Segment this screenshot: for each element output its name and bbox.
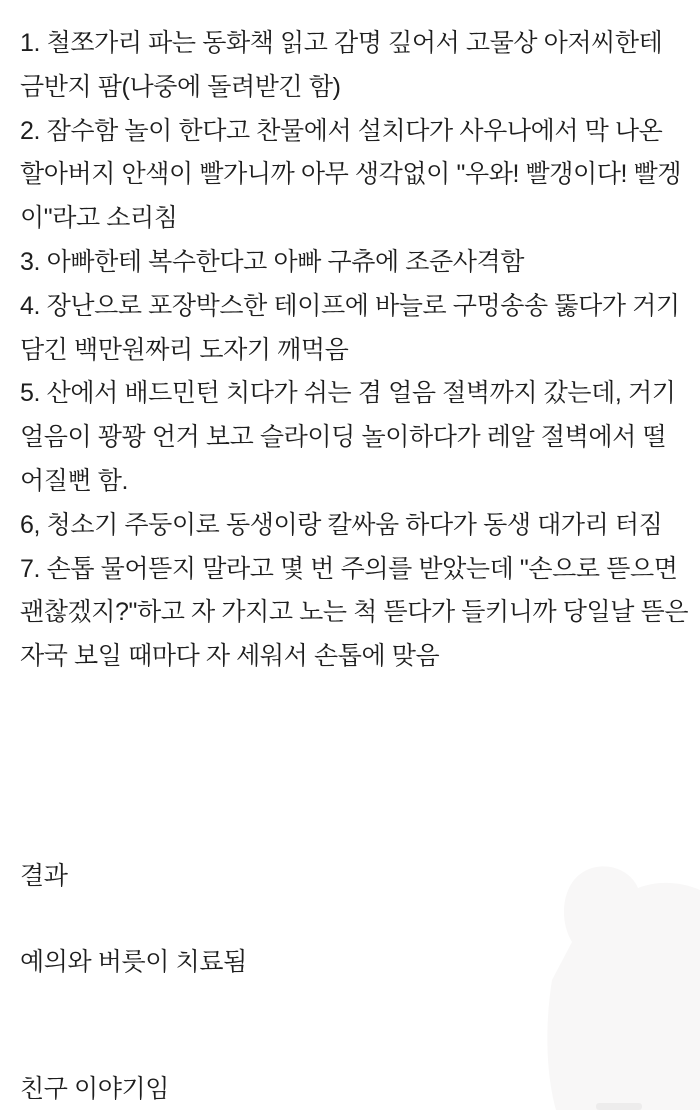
story-line-4: 할아버지 안색이 빨가니까 아무 생각없이 "우와! 빨갱이다! 빨겡 bbox=[20, 160, 682, 189]
story-line-5: 이"라고 소리침 bbox=[20, 204, 178, 233]
story-line-14: 괜찮겠지?"하고 자 가지고 노는 척 뜯다가 들키니까 당일날 뜯은 bbox=[20, 598, 689, 627]
result-label: 결과 bbox=[20, 862, 68, 890]
result-text: 예의와 버릇이 치료됨 bbox=[20, 948, 247, 976]
story-line-2: 금반지 팜(나중에 돌려받긴 함) bbox=[20, 72, 341, 101]
story-line-9: 5. 산에서 배드민턴 치다가 쉬는 겸 얼음 절벽까지 갔는데, 거기 bbox=[20, 379, 676, 408]
story-line-7: 4. 장난으로 포장박스한 테이프에 바늘로 구멍송송 뚫다가 거기 bbox=[20, 291, 680, 320]
story-text-block bbox=[20, 22, 692, 679]
story-line-11: 어질뻔 함. bbox=[20, 466, 129, 495]
faint-silhouette-watermark bbox=[520, 830, 700, 1110]
story-line-15: 자국 보일 때마다 자 세워서 손톱에 맞음 bbox=[20, 642, 440, 671]
story-line-8: 담긴 백만원짜리 도자기 깨먹음 bbox=[20, 335, 349, 364]
footer-text: 친구 이야기임 bbox=[20, 1075, 170, 1103]
story-line-13: 7. 손톱 물어뜯지 말라고 몇 번 주의를 받았는데 "손으로 뜯으면 bbox=[20, 554, 678, 583]
story-line-6: 3. 아빠한테 복수한다고 아빠 구츄에 조준사격함 bbox=[20, 247, 525, 276]
story-line-3: 2. 잠수함 놀이 한다고 찬물에서 설치다가 사우나에서 막 나온 bbox=[20, 116, 663, 145]
story-line-1: 1. 철쪼가리 파는 동화책 읽고 감명 깊어서 고물상 아저씨한테 bbox=[20, 29, 663, 57]
story-line-10: 얼음이 꽝꽝 언거 보고 슬라이딩 놀이하다가 레알 절벽에서 떨 bbox=[20, 423, 667, 452]
story-line-12: 6, 청소기 주둥이로 동생이랑 칼싸움 하다가 동생 대가리 터짐 bbox=[20, 510, 663, 539]
